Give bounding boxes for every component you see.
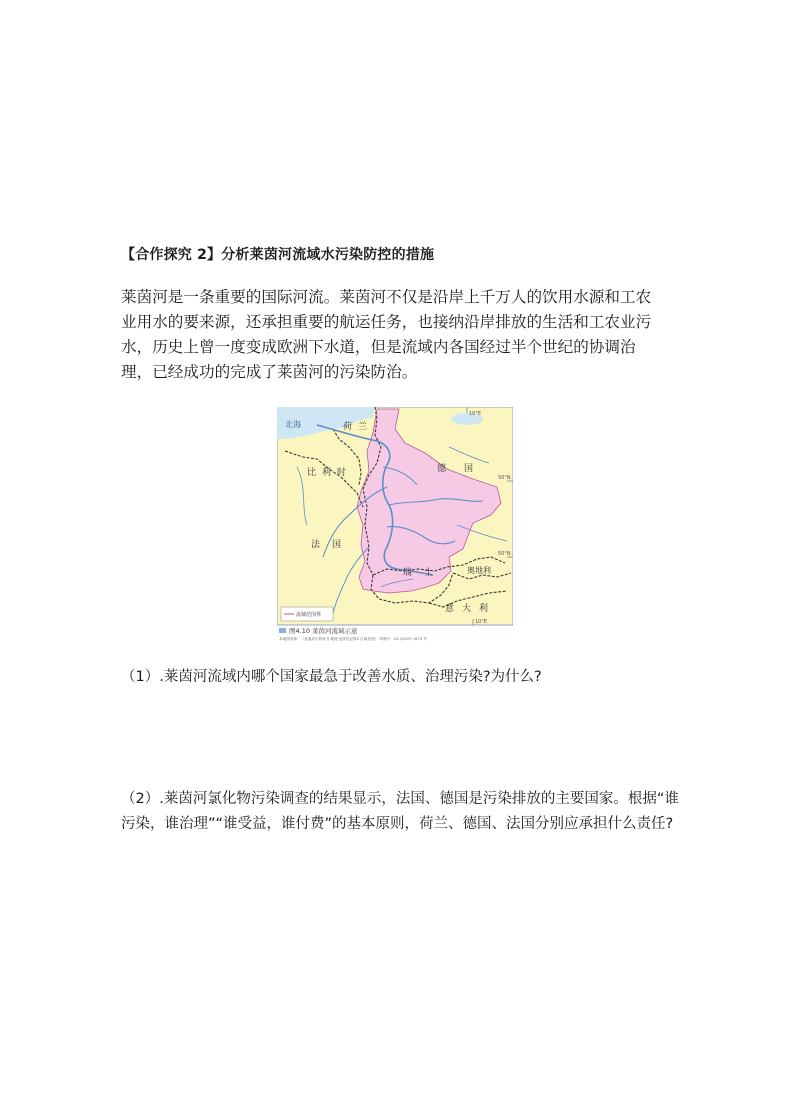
intro-paragraph: 莱茵河是一条重要的国际河流。莱茵河不仅是沿岸上千万人的饮用水源和工农业用水的要来源，还承担重要的航运任务，也接纳沿岸排放的生活和工农业污水，历史上曾一度变成欧洲下水道，但是流域内各国经过半个世纪的协调治理，已经成功的完成了莱茵河的污染防治。 (121, 288, 652, 381)
question-2: （2）.莱茵河氯化物污染调查的结果显示，法国、德国是污染排放的主要国家。根据“谁污染，谁治理”“谁受益，谁付费”的基本原则，荷兰、德国、法国分别应承担什么责任? (121, 791, 679, 832)
label-italy: 意大利 (445, 604, 497, 614)
label-netherlands: 荷兰 (343, 422, 374, 432)
label-austria: 奥地利 (467, 566, 491, 575)
figure-caption: 图4.10 莱茵河流域示意 (289, 627, 358, 635)
rhine-basin-map-figure (277, 407, 513, 642)
caption-marker (279, 628, 286, 633)
label-lon-bottom: 10°E (475, 619, 488, 625)
label-lat-upper: 50°N (498, 475, 511, 481)
rhine-basin-map (277, 407, 513, 642)
label-lon-top: 10°E (469, 411, 482, 417)
figure-source: 本地图来源：《普通高中教科书 地理 选择性必修2 区域发展》 审图号：GS (2019) 1673 号 (279, 637, 427, 641)
section-title: 【合作探究 2】分析莱茵河流域水污染防控的措施 (121, 247, 435, 263)
label-germany: 德国 (437, 464, 492, 474)
label-belgium: 比利时 (307, 468, 353, 478)
label-lat-lower: 50°N (498, 551, 511, 557)
label-switzerland: 瑞士 (403, 568, 446, 578)
label-france: 法国 (311, 540, 354, 550)
question-1: （1）.莱茵河流域内哪个国家最急于改善水质、治理污染?为什么? (121, 669, 542, 685)
legend-label: 流域范围界 (296, 612, 322, 618)
label-sea: 北海 (285, 420, 301, 429)
